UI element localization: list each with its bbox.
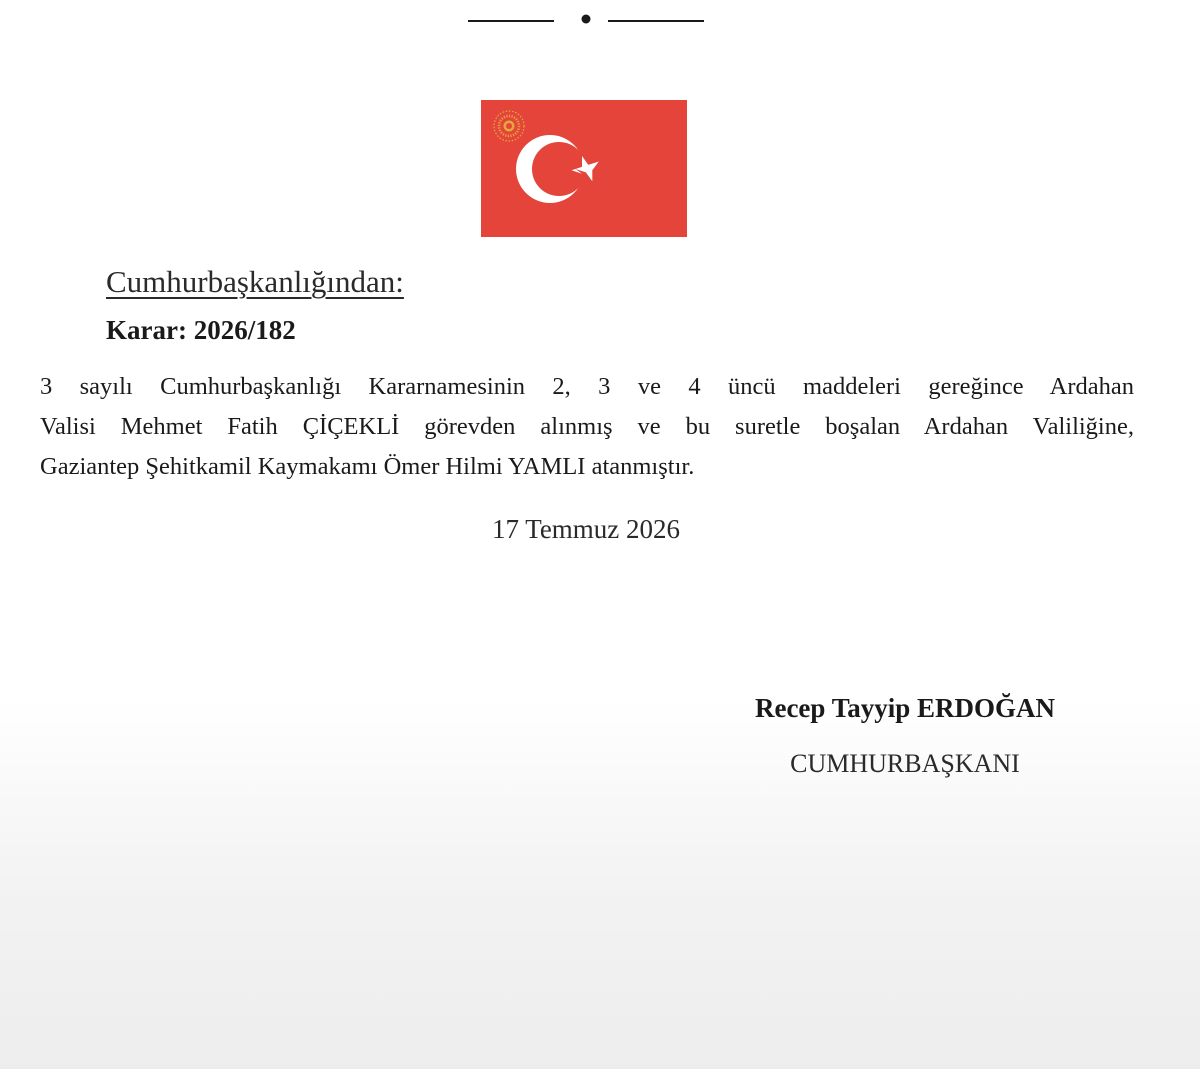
signer-name: Recep Tayyip ERDOĞAN bbox=[754, 693, 1056, 723]
body-text-line-3: Gaziantep Şehitkamil Kaymakamı Ömer Hilmi YAMLI atanmıştır. bbox=[40, 453, 695, 480]
page-title: Cumhurbaşkanlığından: bbox=[106, 264, 404, 299]
header-ornament-icon bbox=[468, 14, 704, 26]
turkish-flag-icon bbox=[481, 100, 687, 237]
decree-number: Karar: 2026/182 bbox=[106, 315, 296, 345]
signer-title: CUMHURBAŞKANI bbox=[790, 749, 1020, 778]
decree-date: 17 Temmuz 2026 bbox=[491, 514, 681, 544]
body-text-line-2: Valisi Mehmet Fatih ÇİÇEKLİ görevden alınmış ve bu suretle boşalan Ardahan Valiliğine, bbox=[40, 413, 1134, 440]
body-text-line-1: 3 sayılı Cumhurbaşkanlığı Kararnamesinin 2, 3 ve 4 üncü maddeleri gereğince Ardahan bbox=[40, 373, 1134, 400]
